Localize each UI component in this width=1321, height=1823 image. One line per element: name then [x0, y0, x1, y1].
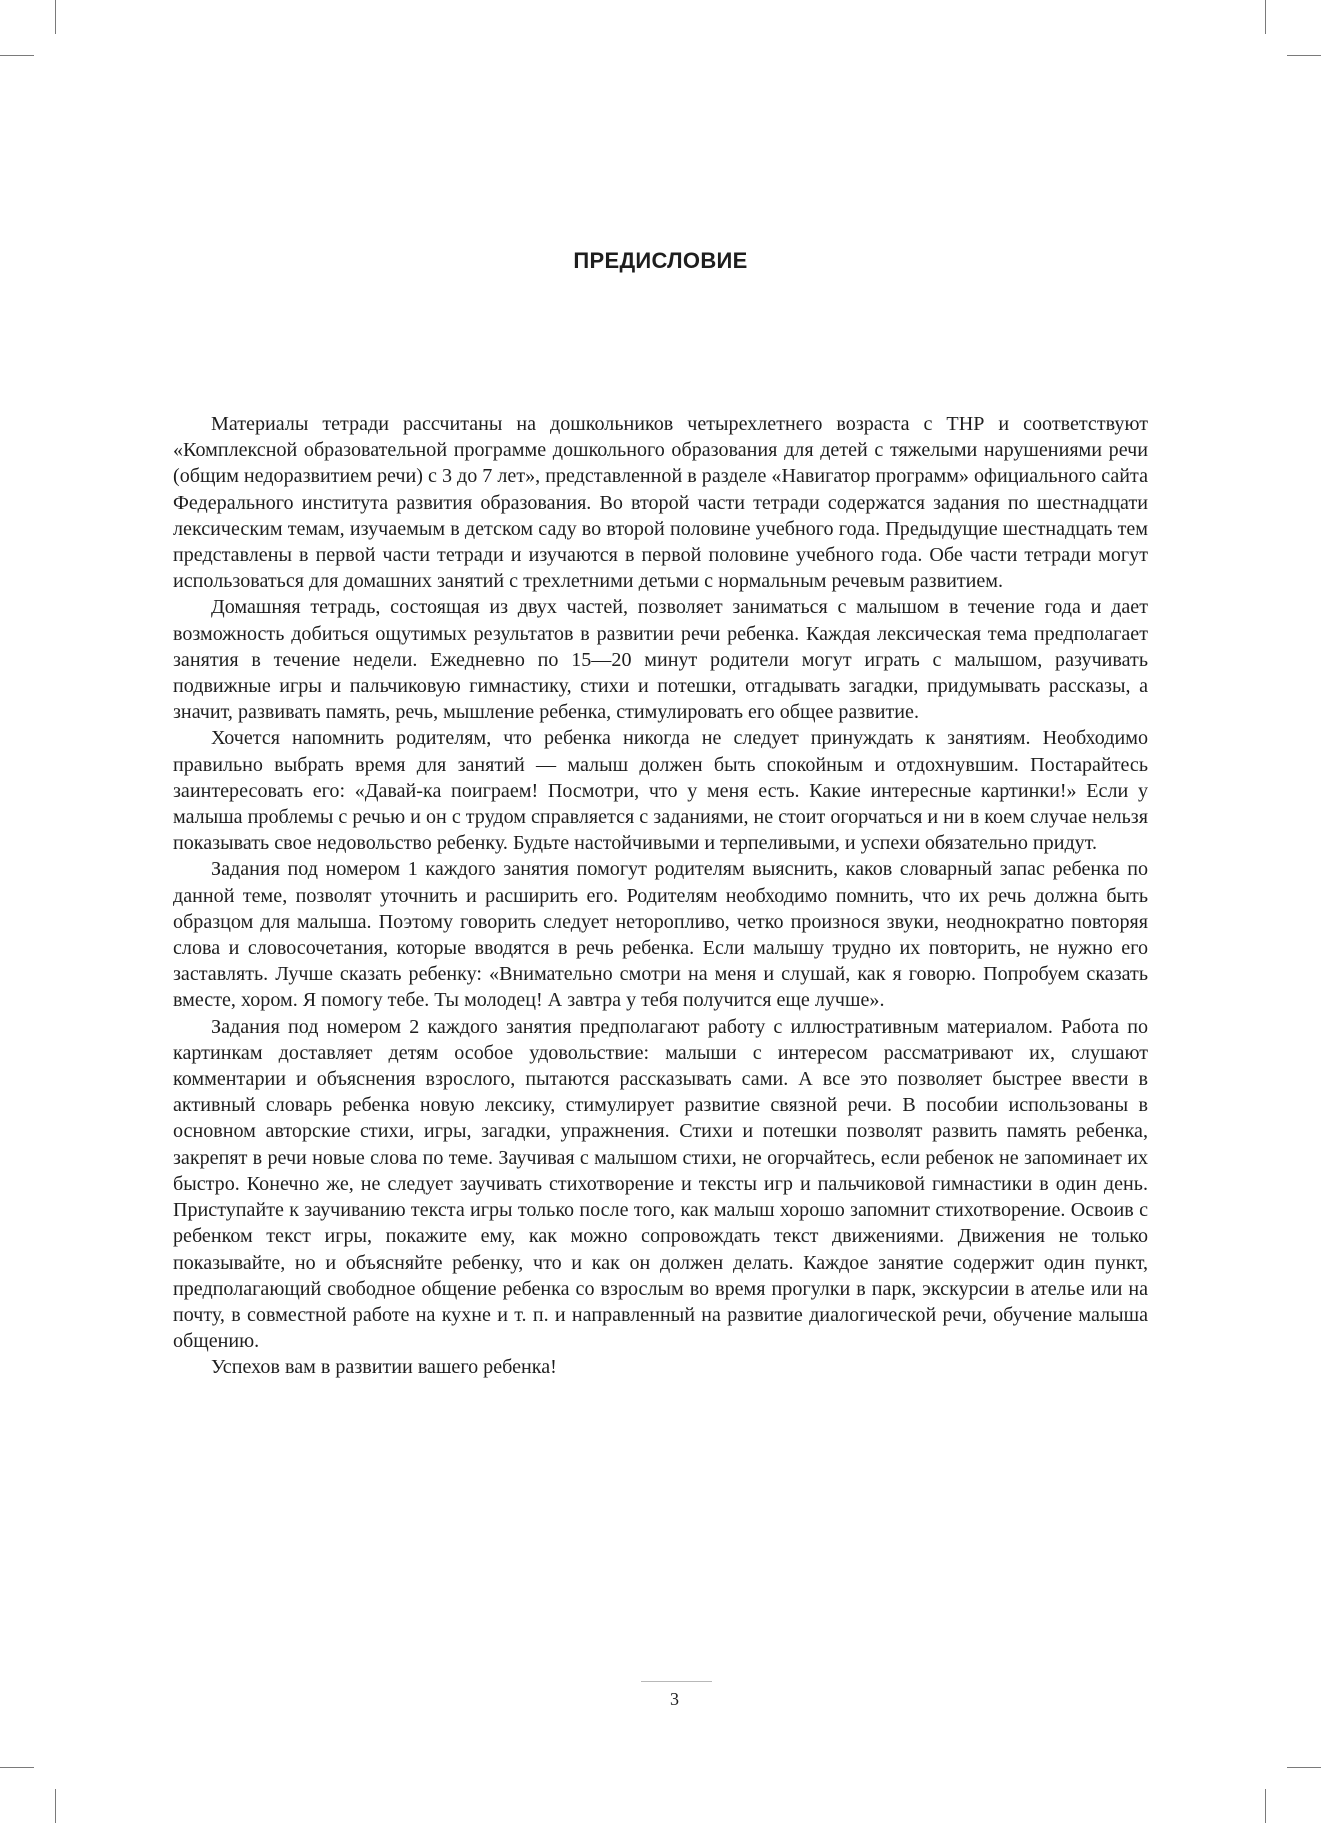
paragraph-2: Домашняя тетрадь, состоящая из двух частей, позволяет заниматься с малышом в течение года и дает возможность добиться ощутимых результатов в развитии речи ребенка. Каждая лексическая тема предполагает занятия в течение недели. Ежедневно по 15—20 минут родители могут играть с малышом, разучивать подвижные игры и пальчиковую гимнастику, стихи и потешки, отгадывать загадки, придумывать рассказы, а значит, развивать память, речь, мышление ребенка, стимулировать его общее развитие. — [173, 596, 1148, 724]
crop-mark-top-left-horizontal — [0, 55, 34, 56]
footer-rule — [641, 1681, 712, 1682]
crop-mark-top-left-vertical — [55, 0, 56, 34]
preface-body — [173, 411, 1148, 1381]
paragraph-6: Успехов вам в развитии вашего ребенка! — [211, 1356, 557, 1379]
crop-mark-bottom-left-vertical — [55, 1789, 56, 1823]
crop-mark-top-right-horizontal — [1287, 55, 1321, 56]
crop-mark-bottom-right-vertical — [1265, 1789, 1266, 1823]
crop-mark-bottom-right-horizontal — [1287, 1767, 1321, 1768]
paragraph-3: Хочется напомнить родителям, что ребенка никогда не следует принуждать к занятиям. Необходимо правильно выбрать время для занятий — малыш должен быть спокойным и отдохнувшим. Постарайтесь заинтересовать его: «Давай-ка поиграем! Посмотри, что у меня есть. Какие интересные картинки!» Если у малыша проблемы с речью и он с трудом справляется с заданиями, не стоит огорчаться и ни в коем случае нельзя показывать свое недовольство ребенку. Будьте настойчивыми и терпеливыми, и успехи обязательно придут. — [173, 727, 1148, 855]
crop-mark-top-right-vertical — [1265, 0, 1266, 34]
page-title: ПРЕДИСЛОВИЕ — [573, 248, 748, 273]
paragraph-4: Задания под номером 1 каждого занятия помогут родителям выяснить, каков словарный запас ребенка по данной теме, позволят уточнить и расширить его. Родителям необходимо помнить, что их речь должна быть образцом для малыша. Поэтому говорить следует неторопливо, четко произнося звуки, неоднократно повторяя слова и словосочетания, которые вводятся в речь ребенка. Если малышу трудно их повторить, не нужно его заставлять. Лучше сказать ребенку: «Внимательно смотри на меня и слушай, как я говорю. Попробуем сказать вместе, хором. Я помогу тебе. Ты молодец! А завтра у тебя получится еще лучше». — [173, 858, 1148, 1012]
page-number: 3 — [670, 1689, 679, 1709]
paragraph-1: Материалы тетради рассчитаны на дошкольников четырехлетнего возраста с ТНР и соответствуют «Комплексной образовательной программе дошкольного образования для детей с тяжелыми нарушениями речи (общим недоразвитием речи) с 3 до 7 лет», представленной в разделе «Навигатор программ» официального сайта Федерального института развития образования. Во второй части тетради содержатся задания по шестнадцати лексическим темам, изучаемым в детском саду во второй половине учебного года. Предыдущие шестнадцать тем представлены в первой части тетради и изучаются в первой половине учебного года. Обе части тетради могут использоваться для домашних занятий с трехлетними детьми с нормальным речевым развитием. — [173, 413, 1148, 593]
paragraph-5: Задания под номером 2 каждого занятия предполагают работу с иллюстративным материалом. Работа по картинкам доставляет детям особое удовольствие: малыши с интересом рассматривают их, слушают комментарии и объяснения взрослого, пытаются рассказывать сами. А все это позволяет быстрее ввести в активный словарь ребенка новую лексику, стимулирует развитие связной речи. В пособии использованы в основном авторские стихи, игры, загадки, упражнения. Стихи и потешки позволят развить память ребенка, закрепят в речи новые слова по теме. Заучивая с малышом стихи, не огорчайтесь, если ребенок не запоминает их быстро. Конечно же, не следует заучивать стихотворение и тексты игр и пальчиковой гимнастики в один день. Приступайте к заучиванию текста игры только после того, как малыш хорошо запомнит стихотворение. Освоив с ребенком текст игры, покажите ему, как можно сопровождать текст движениями. Движения не только показывайте, но и объясняйте ребенку, что и как он должен делать. Каждое занятие содержит один пункт, предполагающий свободное общение ребенка со взрослым во время прогулки в парк, экскурсии в ателье или на почту, в совместной работе на кухне и т. п. и направленный на развитие диалогической речи, обучение малыша общению. — [173, 1015, 1148, 1353]
crop-mark-bottom-left-horizontal — [0, 1767, 34, 1768]
